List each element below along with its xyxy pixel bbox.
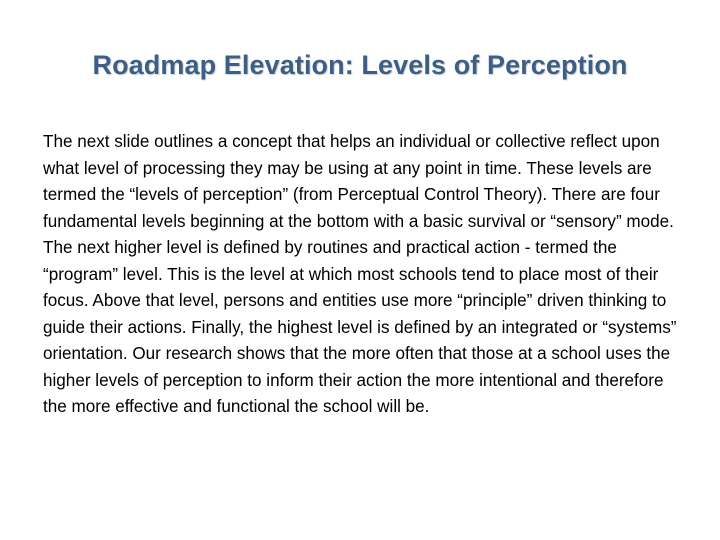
slide-title: Roadmap Elevation: Levels of Perception — [92, 50, 628, 80]
slide-body-text: The next slide outlines a concept that helps an individual or collective reflect upon what level of processing they may be using at any point in time. These levels are termed the “levels of perception” (from Perceptual Control Theory). There are four fundamental levels beginning at the bottom with a basic survival or “sensory” mode. The next higher level is defined by routines and practical action - termed the “program” level. This is the level at which most schools tend to place most of their focus. Above that level, persons and entities use more “principle” driven thinking to guide their actions. Finally, the highest level is defined by an integrated or “systems” orientation. Our research shows that the more often that those at a school uses the higher levels of perception to inform their action the more intentional and therefore the more effective and functional the school will be. — [43, 132, 677, 416]
